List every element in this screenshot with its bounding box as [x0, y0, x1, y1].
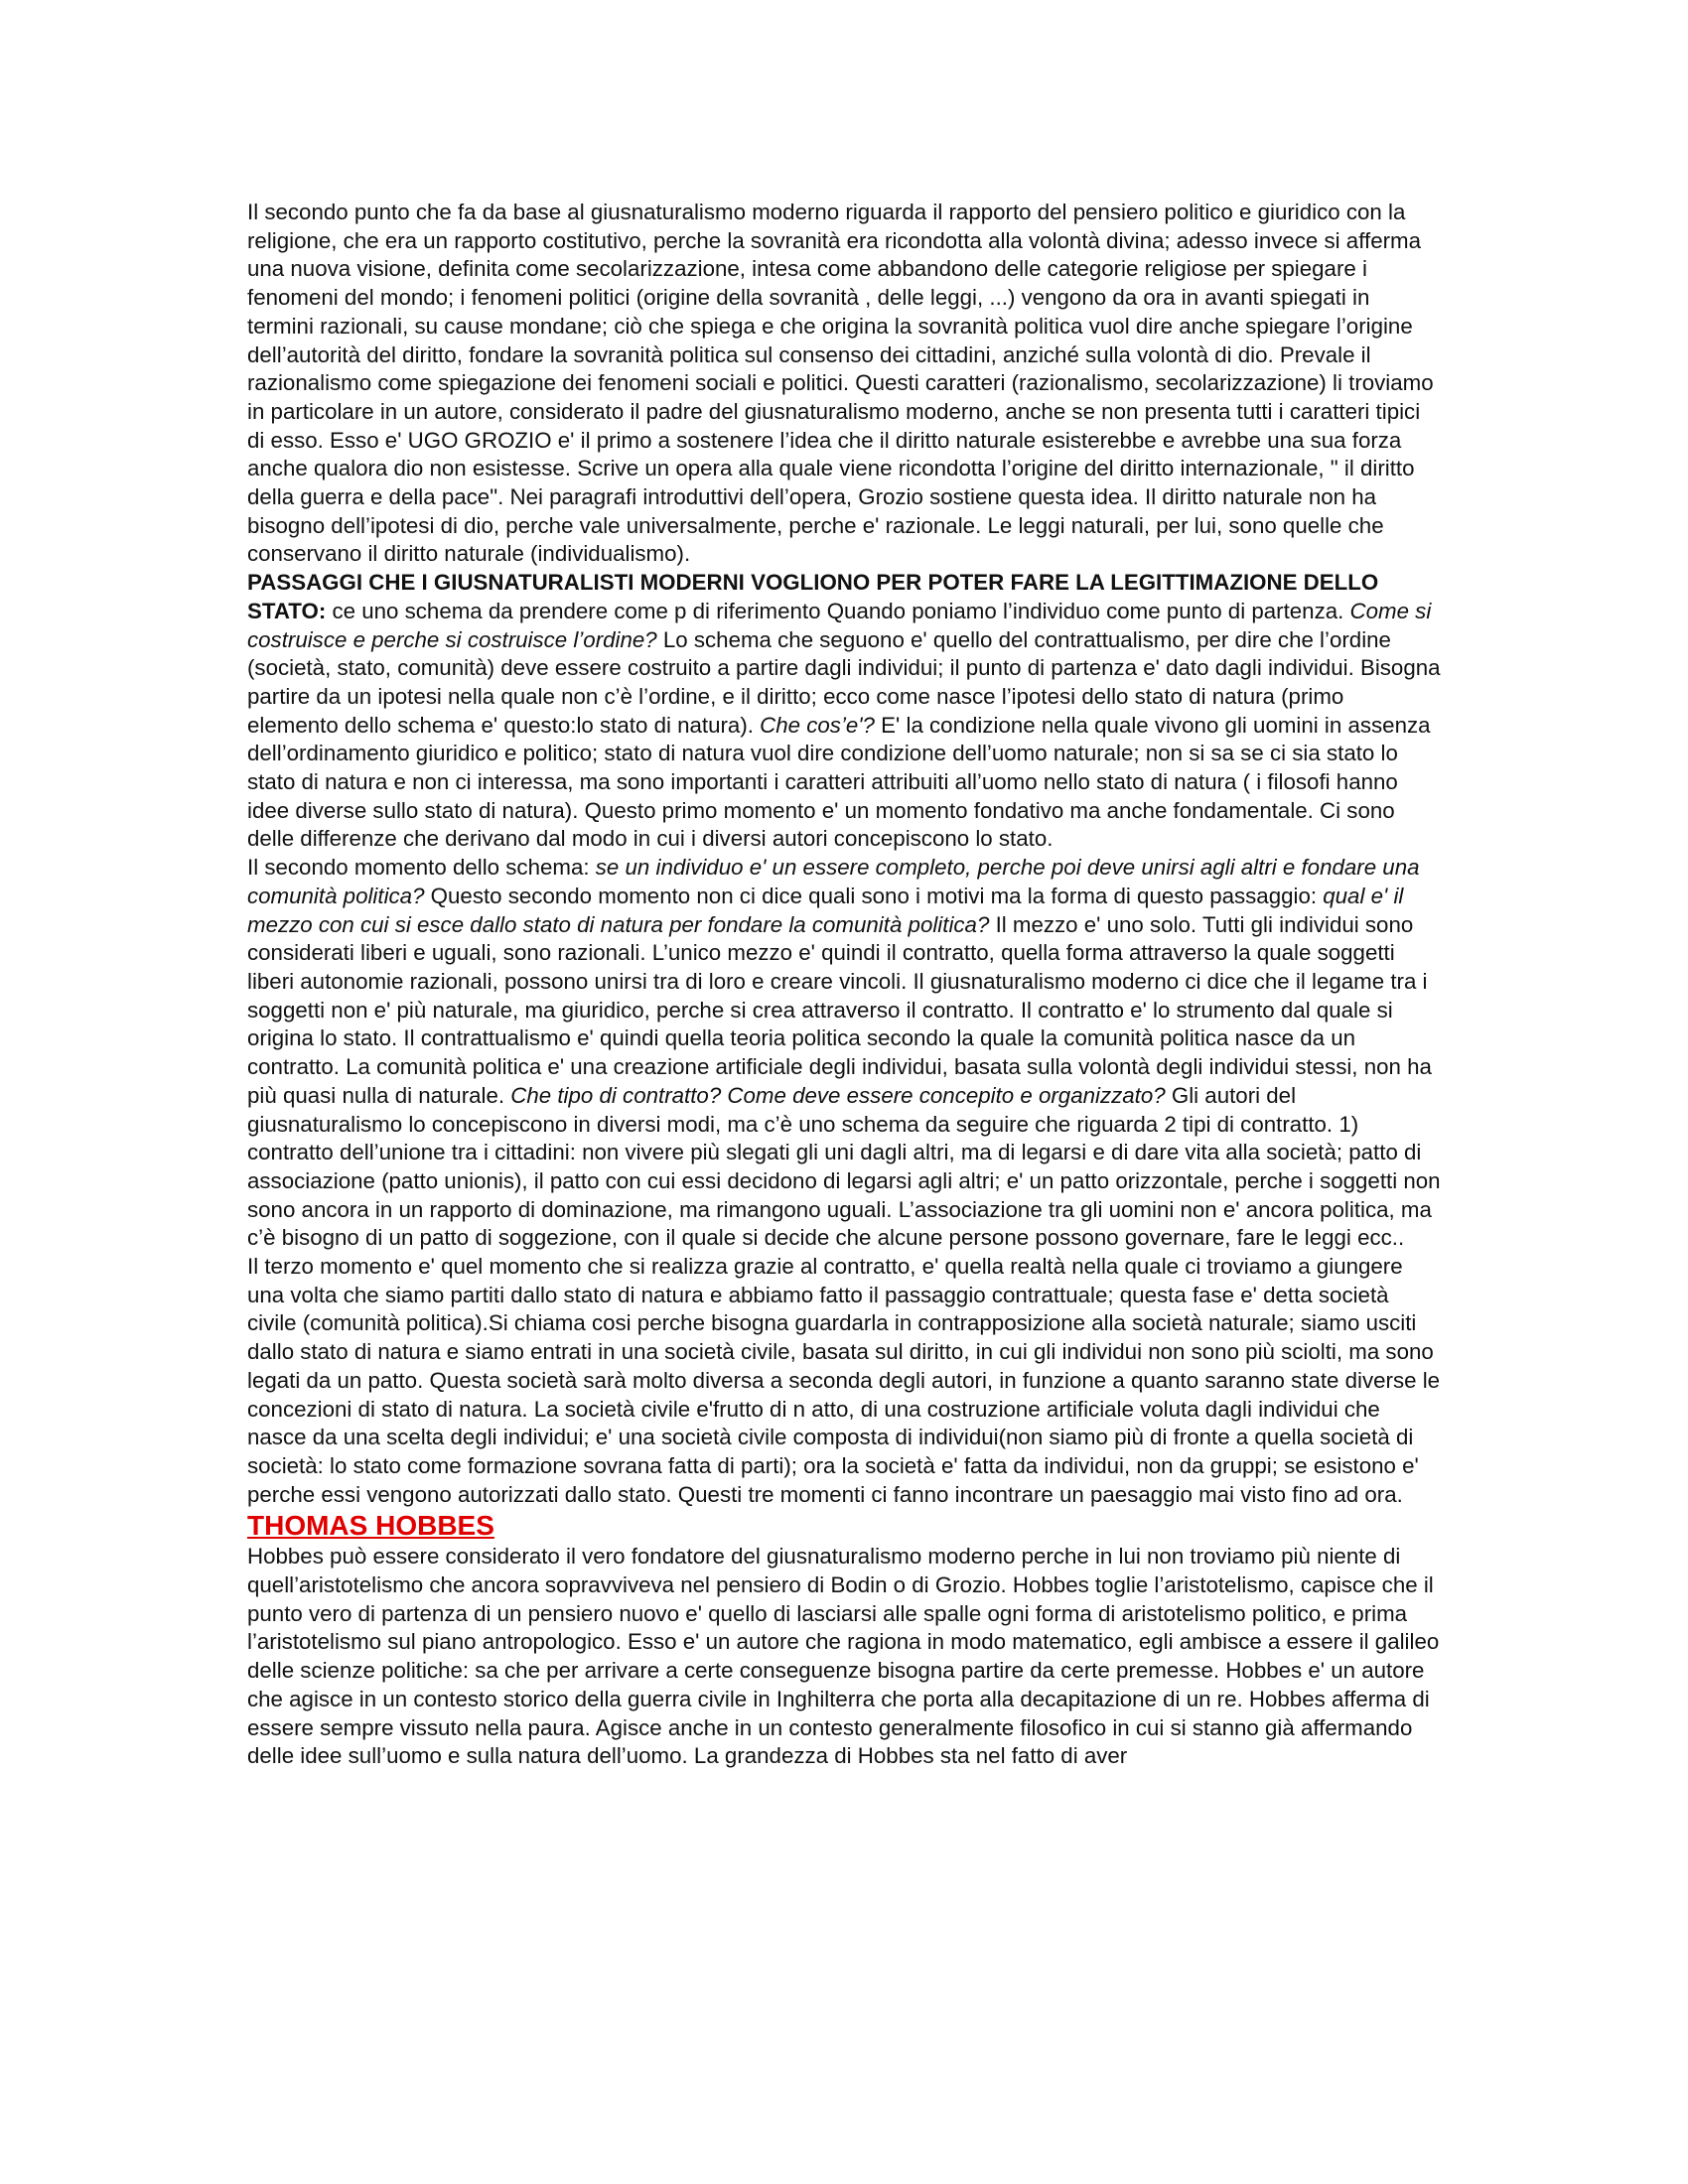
paragraph-secolarizzazione: Il secondo punto che fa da base al giusnaturalismo moderno riguarda il rapporto del pensiero politico e giuridico con la religione, che era un rapporto costitutivo, perche la sovranità era ricondotta alla volontà divina; adesso invece si afferma una nuova visione, definita come secolarizzazione, intesa come abbandono delle categorie religiose per spiegare i fenomeni del mondo; i fenomeni politici (origine della sovranità , delle leggi, ...) vengono da ora in avanti spiegati in termini razionali, su cause mondane; ciò che spiega e che origina la sovranità politica vuol dire anche spiegare l’origine dell’autorità del diritto, fondare la sovranità politica sul consenso dei cittadini, anziché sulla volontà di dio. Prevale il razionalismo come spiegazione dei fenomeni sociali e politici. Questi caratteri (razionalismo, secolarizzazione) li troviamo in particolare in un autore, considerato il padre del giusnaturalismo moderno, anche se non presenta tutti i caratteri tipici di esso. Esso e' UGO GROZIO e' il primo a sostenere l’idea che il diritto naturale esisterebbe e avrebbe una sua forza anche qualora dio non esistesse. Scrive un opera alla quale viene ricondotta l’origine del diritto internazionale, " il diritto della guerra e della pace". Nei paragrafi introduttivi dell’opera, Grozio sostiene questa idea. Il diritto naturale non ha bisogno dell’ipotesi di dio, perche vale universalmente, perche e' razionale. Le leggi naturali, per lui, sono quelle che conservano il diritto naturale (individualismo).	[247, 200, 1434, 567]
paragraph-terzo-momento: Il terzo momento e' quel momento che si realizza grazie al contratto, e' quella realtà nella quale ci troviamo a giungere una volta che siamo partiti dallo stato di natura e abbiamo fatto il passaggio contrattuale; questa fase e' detta società civile (comunità politica).Si chiama cosi perche bisogna guardarla in contrapposizione alla società naturale; siamo usciti dallo stato di natura e siamo entrati in una società civile, basata sul diritto, in cui gli individui non sono più sciolti, ma sono legati da un patto. Questa società sarà molto diversa a seconda degli autori, in funzione a quanto saranno state diverse le concezioni di stato di natura. La società civile e'frutto di n atto, di una costruzione artificiale voluta dagli individui che nasce da una scelta degli individui; e' una società civile composta di individui(non siamo più di fronte a quella società di società: lo stato come formazione sovrana fatta di parti); ora la società e' fatta da individui, non da gruppi; se esistono e' perche essi vengono autorizzati dallo stato. Questi tre momenti ci fanno incontrare un paesaggio mai visto fino ad ora.	[247, 1254, 1441, 1507]
secondo-text-4: Gli autori del giusnaturalismo lo concepiscono in diversi modi, ma c’è uno schema da seguire che riguarda 2 tipi di contratto. 1) contratto dell’unione tra i cittadini: non vivere più slegati gli uni dagli altri, ma di legarsi e di dare vita alla società; patto di associazione (patto unionis), il patto con cui essi decidono di legarsi agli altri; e' un patto orizzontale, perche i soggetti non sono ancora in un rapporto di dominazione, ma rimangono uguali. L’associazione tra gli uomini non e' ancora politica, ma c’è bisogno di un patto di soggezione, con il quale si decide che alcune persone possono governare, fare le leggi ecc..	[247, 1082, 1441, 1251]
paragraph-secondo-momento	[247, 854, 1441, 1253]
secondo-question-3: Che tipo di contratto? Come deve essere concepito e organizzato?	[510, 1082, 1166, 1108]
passaggi-text-1: ce uno schema da prendere come p di riferimento Quando poniamo l’individuo come punto di partenza.	[326, 598, 1350, 623]
section-heading-thomas-hobbes: THOMAS HOBBES	[247, 1510, 494, 1542]
passaggi-heading: PASSAGGI CHE I GIUSNATURALISTI MODERNI VOGLIONO PER POTER FARE LA LEGITTIMAZIONE DELLO STATO:	[247, 570, 1379, 623]
passaggi-question-2: Che cos’e'?	[760, 712, 875, 738]
passaggi-text-3: E' la condizione nella quale vivono gli uomini in assenza dell’ordinamento giuridico e politico; stato di natura vuol dire condizione dell’uomo naturale; non si sa se ci sia stato lo stato di natura e non ci interessa, ma sono importanti i caratteri attribuiti all’uomo nello stato di natura ( i filosofi hanno idee diverse sullo stato di natura). Questo primo momento e' un momento fondativo ma anche fondamentale. Ci sono delle differenze che derivano dal modo in cui i diversi autori concepiscono lo stato.	[247, 712, 1431, 852]
paragraph-passaggi	[247, 569, 1441, 854]
secondo-text-1: Il secondo momento dello schema:	[247, 855, 596, 881]
passaggi-text-2: Lo schema che seguono e' quello del contrattualismo, per dire che l’ordine (società, stato, comunità) deve essere costruito a partire dagli individui; il punto di partenza e' dato dagli individui. Bisogna partire da un ipotesi nella quale non c’è l’ordine, e il diritto; ecco come nasce l’ipotesi dello stato di natura (primo elemento dello schema e' questo:lo stato di natura).	[247, 626, 1441, 738]
secondo-text-2: Questo secondo momento non ci dice quali sono i motivi ma la forma di questo passaggio:	[424, 883, 1324, 908]
secondo-question-1: se un individuo e' un essere completo, perche poi deve unirsi agli altri e fondare una comunità politica?	[247, 855, 1420, 908]
secondo-question-2: qual e' il mezzo con cui si esce dallo stato di natura per fondare la comunità politica?	[247, 883, 1404, 937]
paragraph-hobbes: Hobbes può essere considerato il vero fondatore del giusnaturalismo moderno perche in lui non troviamo più niente di quell’aristotelismo che ancora sopravviveva nel pensiero di Bodin o di Grozio. Hobbes toglie l’aristotelismo, capisce che il punto vero di partenza di un pensiero nuovo e' quello di lasciarsi alle spalle ogni forma di aristotelismo politico, e prima l’aristotelismo sul piano antropologico. Esso e' un autore che ragiona in modo matematico, egli ambisce a essere il galileo delle scienze politiche: sa che per arrivare a certe conseguenze bisogna partire da certe premesse. Hobbes e' un autore che agisce in un contesto storico della guerra civile in Inghilterra che porta alla decapitazione di un re. Hobbes afferma di essere sempre vissuto nella paura. Agisce anche in un contesto generalmente filosofico in cui si stanno già affermando delle idee sull’uomo e sulla natura dell’uomo. La grandezza di Hobbes sta nel fatto di aver	[247, 1544, 1440, 1769]
secondo-text-3: Il mezzo e' uno solo. Tutti gli individui sono considerati liberi e uguali, sono razionali. L’unico mezzo e' quindi il contratto, quella forma attraverso la quale soggetti liberi autonomie razionali, possono unirsi tra di loro e creare vincoli. Il giusnaturalismo moderno ci dice che il legame tra i soggetti non e' più naturale, ma giuridico, perche si crea attraverso il contratto. Il contratto e' lo strumento dal quale si origina lo stato. Il contrattualismo e' quindi quella teoria politica secondo la quale la comunità politica nasce da un contratto. La comunità politica e' una creazione artificiale degli individui, basata sulla volontà degli individui stessi, non ha più quasi nulla di naturale.	[247, 911, 1432, 1108]
document-page	[247, 199, 1441, 1771]
passaggi-question-1: Come si costruisce e perche si costruisce l’ordine?	[247, 598, 1432, 652]
